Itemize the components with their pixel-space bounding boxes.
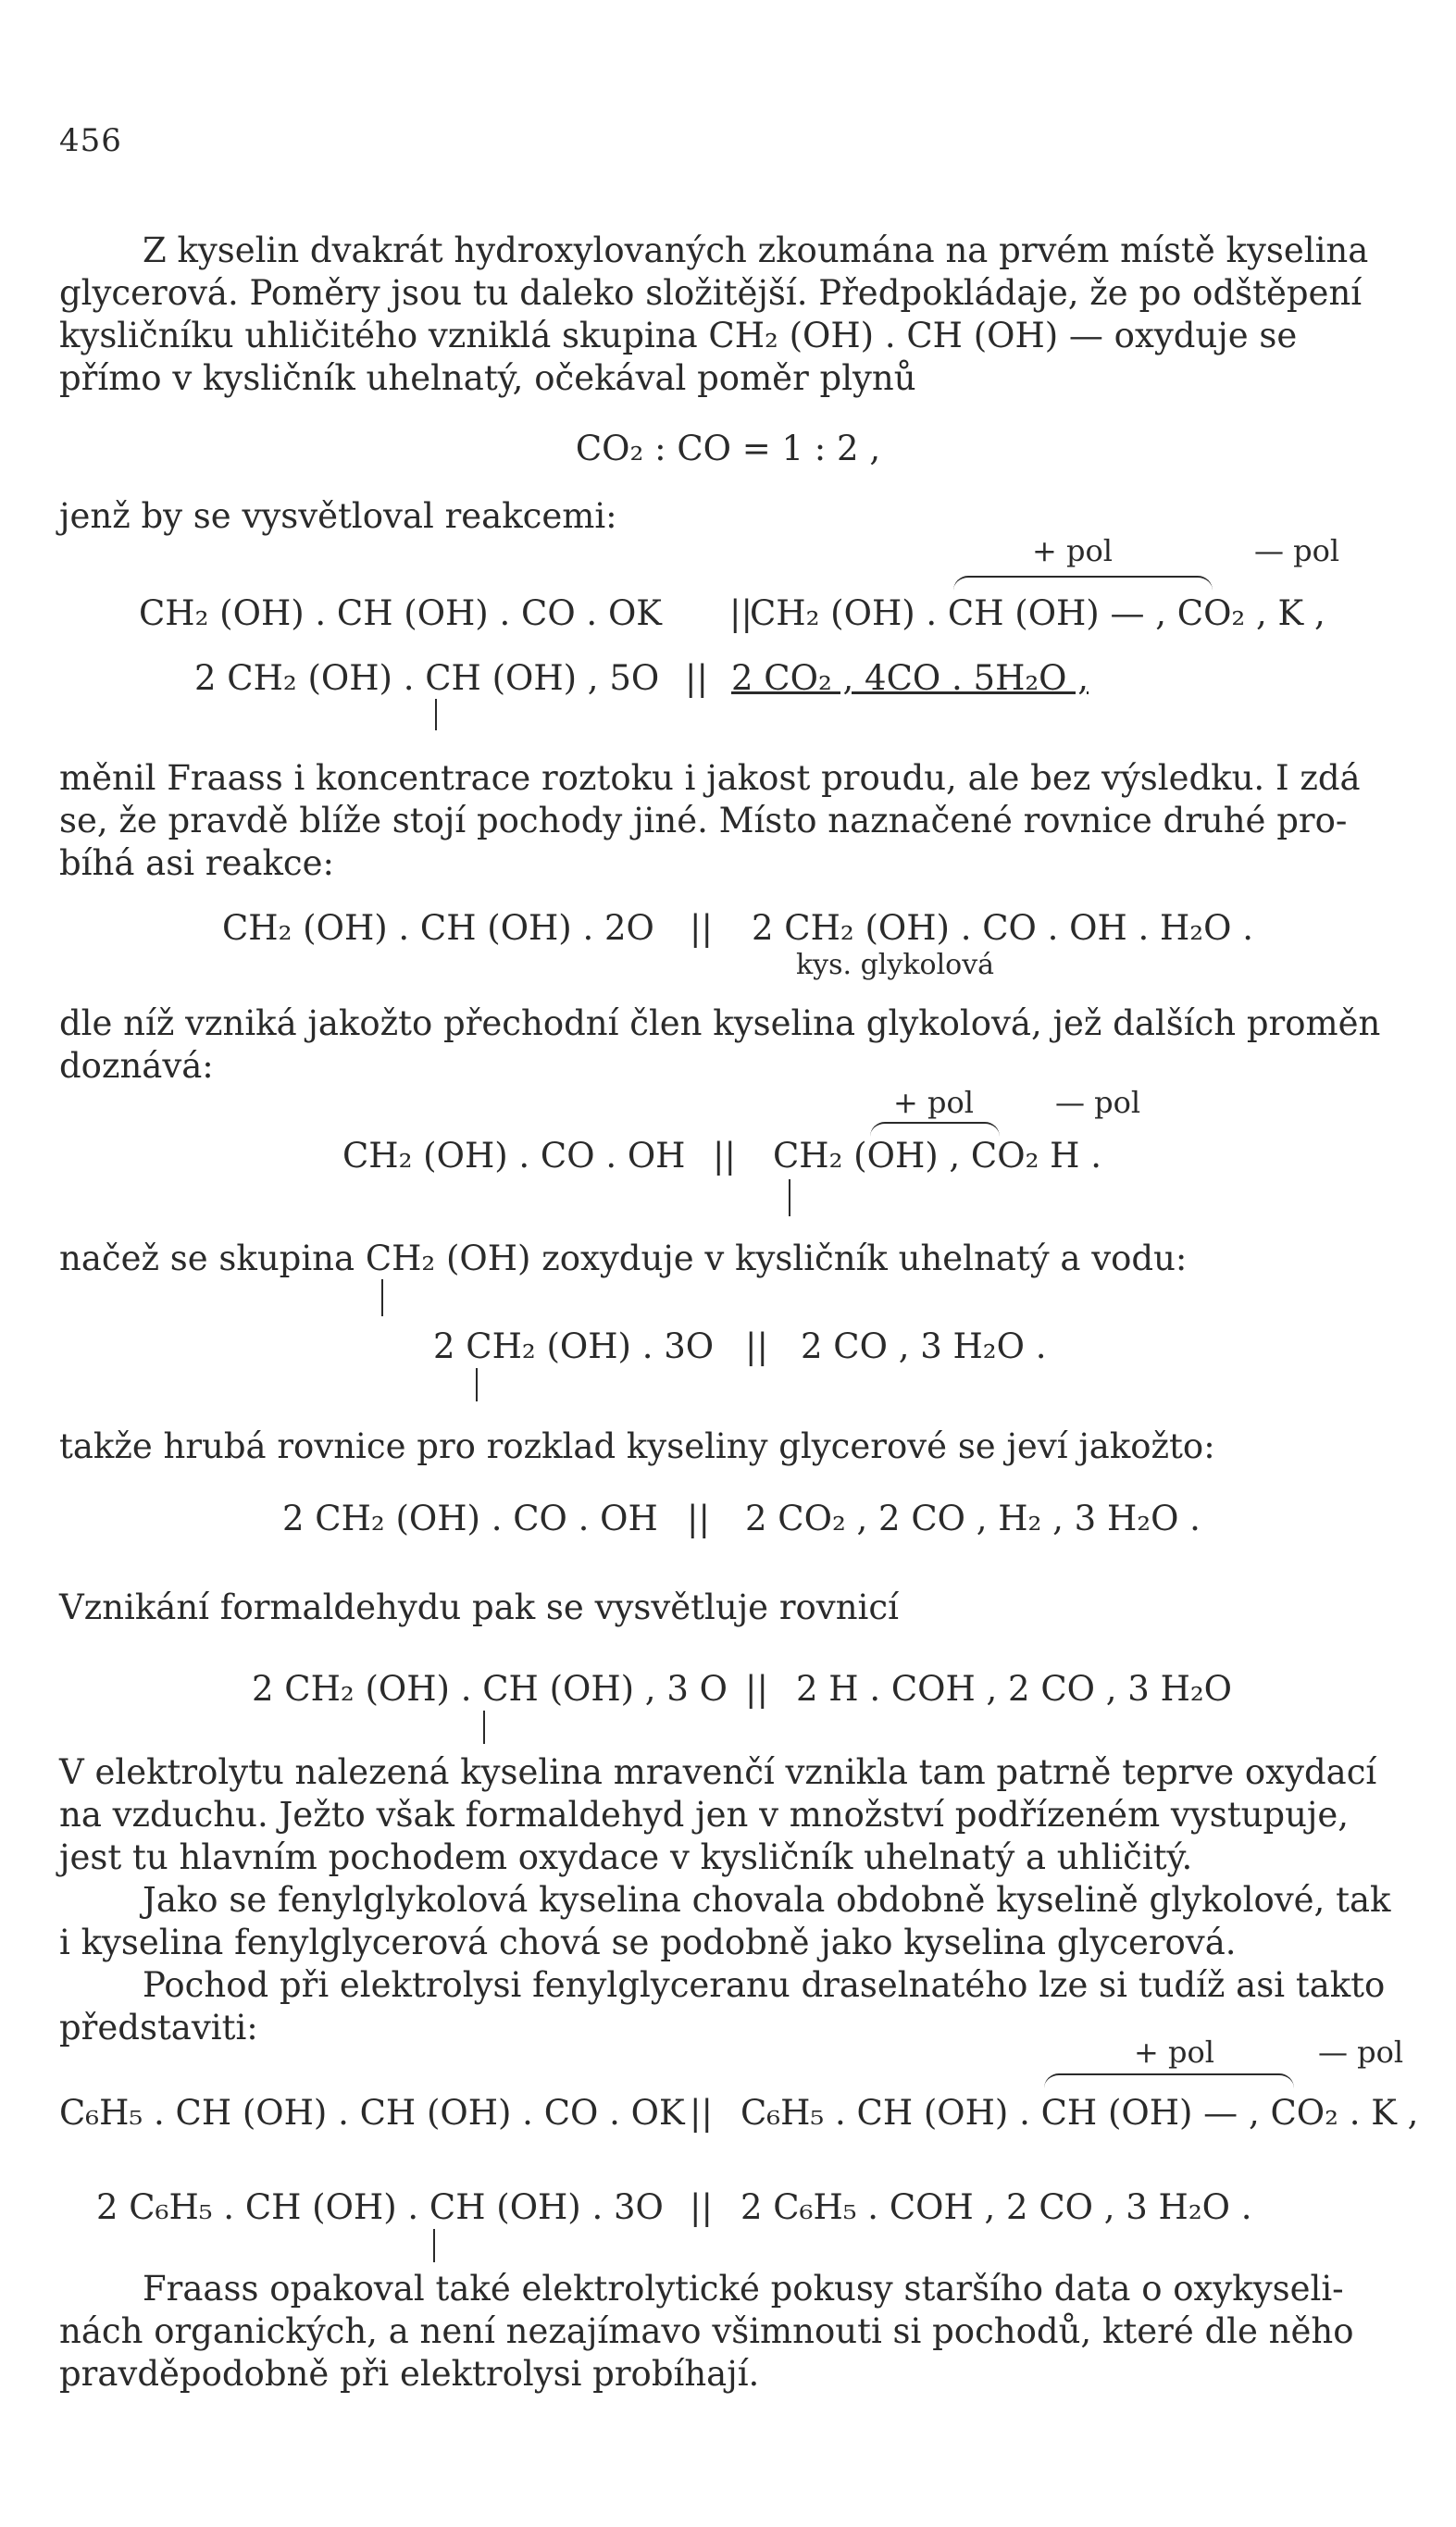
- text-line: Pochod při elektrolysi fenylglyceranu draselnatého lze si tudíž asi takto: [143, 1965, 1386, 2005]
- paragraph-formaldehyd: [59, 1587, 1401, 1629]
- text-line: představiti:: [59, 2008, 258, 2048]
- text-line: i kyselina fenylglycerová chová se podobně jako kyselina glycerová.: [59, 1923, 1237, 1962]
- minus-pole-label: — pol: [1055, 1085, 1141, 1120]
- text-line: Vznikání formaldehydu pak se vysvětluje rovnicí: [59, 1587, 899, 1627]
- text-line: Z kyselin dvakrát hydroxylovaných zkoumána na prvém místě kyselina: [143, 230, 1369, 270]
- reaction-marker: [435, 699, 437, 730]
- equation-8-right: C₆H₅ . CH (OH) . CH (OH) — , CO₂ . K ,: [740, 2093, 1419, 2133]
- paragraph-fraass-vysledek: [59, 757, 1401, 885]
- equation-5-separator: ||: [745, 1326, 768, 1366]
- gas-ratio-formula: CO₂ : CO = 1 : 2 ,: [575, 429, 881, 468]
- equation-9-separator: ||: [690, 2187, 713, 2227]
- equation-6-separator: ||: [687, 1499, 710, 1538]
- text-line: Fraass opakoval také elektrolytické pokusy staršího data o oxykyseli-: [143, 2269, 1344, 2309]
- text-line: jest tu hlavním pochodem oxydace v kysličník uhelnatý a uhličitý.: [59, 1837, 1193, 1877]
- equation-7-left: 2 CH₂ (OH) . CH (OH) , 3 O: [252, 1669, 728, 1709]
- reaction-marker: [433, 2229, 435, 2262]
- paragraph-reakcemi: [59, 495, 1401, 538]
- equation-9-left: 2 C₆H₅ . CH (OH) . CH (OH) . 3O: [96, 2187, 664, 2227]
- equation-1-separator: ||: [729, 593, 753, 633]
- paragraph-hruba-rovnice: [59, 1425, 1401, 1468]
- paragraph-glykolova: [59, 1002, 1401, 1088]
- minus-pole-label: — pol: [1254, 533, 1340, 568]
- text-line: jenž by se vysvětloval reakcemi:: [59, 496, 617, 536]
- text-line: takže hrubá rovnice pro rozklad kyseliny glycerové se jeví jakožto:: [59, 1426, 1215, 1466]
- reaction-marker: [789, 1179, 790, 1216]
- equation-8-left: C₆H₅ . CH (OH) . CH (OH) . CO . OK: [59, 2093, 685, 2133]
- text-line: na vzduchu. Ježto však formaldehyd jen v množství podřízeném vystupuje,: [59, 1795, 1350, 1835]
- anode-brace: [953, 576, 1213, 591]
- text-line: nách organických, a není nezajímavo všimnouti si pochodů, které dle něho: [59, 2311, 1354, 2351]
- text-line: doznává:: [59, 1046, 214, 1086]
- equation-5-left: 2 CH₂ (OH) . 3O: [433, 1326, 715, 1366]
- equation-2-separator: ||: [685, 658, 708, 698]
- equation-5-right: 2 CO , 3 H₂O .: [801, 1326, 1047, 1366]
- anode-brace: [1044, 2073, 1294, 2088]
- text-line: pravděpodobně při elektrolysi probíhají.: [59, 2354, 760, 2394]
- reaction-marker: [476, 1368, 478, 1401]
- text-line: V elektrolytu nalezená kyselina mravenčí vznikla tam patrně teprve oxydací: [59, 1752, 1377, 1792]
- plus-pole-label: + pol: [1134, 2035, 1214, 2070]
- equation-2-left: 2 CH₂ (OH) . CH (OH) , 5O: [194, 658, 660, 698]
- minus-pole-label: — pol: [1318, 2035, 1404, 2070]
- text-line: se, že pravdě blíže stojí pochody jiné. Místo naznačené rovnice druhé pro-: [59, 801, 1348, 840]
- equation-4-separator: ||: [713, 1136, 736, 1176]
- plus-pole-label: + pol: [893, 1085, 974, 1120]
- text-line: přímo v kysličník uhelnatý, očekával poměr plynů: [59, 358, 916, 398]
- equation-4-right: CH₂ (OH) , CO₂ H .: [773, 1136, 1101, 1176]
- equation-3-left: CH₂ (OH) . CH (OH) . 2O: [222, 908, 654, 948]
- equation-3-separator: ||: [690, 908, 713, 948]
- equation-6-right: 2 CO₂ , 2 CO , H₂ , 3 H₂O .: [745, 1499, 1201, 1538]
- text-line: kysličníku uhličitého vzniklá skupina CH₂ (OH) . CH (OH) — oxyduje se: [59, 316, 1298, 355]
- equation-1-right: CH₂ (OH) . CH (OH) — , CO₂ , K ,: [750, 593, 1325, 633]
- page-number: 456: [59, 122, 122, 159]
- text-line: glycerová. Poměry jsou tu daleko složitější. Předpokládaje, že po odštěpení: [59, 273, 1363, 313]
- equation-3-label: kys. glykolová: [796, 949, 995, 981]
- equation-1-left: CH₂ (OH) . CH (OH) . CO . OK: [139, 593, 662, 633]
- plus-pole-label: + pol: [1032, 533, 1113, 568]
- equation-4-left: CH₂ (OH) . CO . OH: [342, 1136, 686, 1176]
- paragraph-fraass-pokusy: [59, 2268, 1401, 2396]
- equation-8-separator: ||: [690, 2093, 713, 2133]
- text-line: měnil Fraass i koncentrace roztoku i jakost proudu, ale bez výsledku. I zdá: [59, 758, 1361, 798]
- equation-7-separator: ||: [745, 1669, 768, 1709]
- paragraph-glycerova: [59, 230, 1401, 400]
- equation-7-right: 2 H . COH , 2 CO , 3 H₂O: [796, 1669, 1233, 1709]
- reaction-marker: [381, 1279, 383, 1316]
- paragraph-zoxyduje: [59, 1238, 1401, 1280]
- equation-3-right: 2 CH₂ (OH) . CO . OH . H₂O .: [752, 908, 1253, 948]
- text-line: dle níž vzniká jakožto přechodní člen kyselina glykolová, jež dalších proměn: [59, 1003, 1381, 1043]
- reaction-marker: [483, 1711, 485, 1744]
- equation-6-left: 2 CH₂ (OH) . CO . OH: [282, 1499, 658, 1538]
- equation-2-right: 2 CO₂ , 4CO . 5H₂O ,: [731, 658, 1089, 698]
- text-line: Jako se fenylglykolová kyselina chovala obdobně kyselině glykolové, tak: [143, 1880, 1391, 1920]
- text-line: načež se skupina CH₂ (OH) zoxyduje v kysličník uhelnatý a vodu:: [59, 1239, 1188, 1278]
- text-line: bíhá asi reakce:: [59, 843, 334, 883]
- equation-9-right: 2 C₆H₅ . COH , 2 CO , 3 H₂O .: [740, 2187, 1252, 2227]
- paragraph-fenylglykolova: [59, 1879, 1401, 1964]
- paragraph-elektrolyt: [59, 1751, 1401, 1879]
